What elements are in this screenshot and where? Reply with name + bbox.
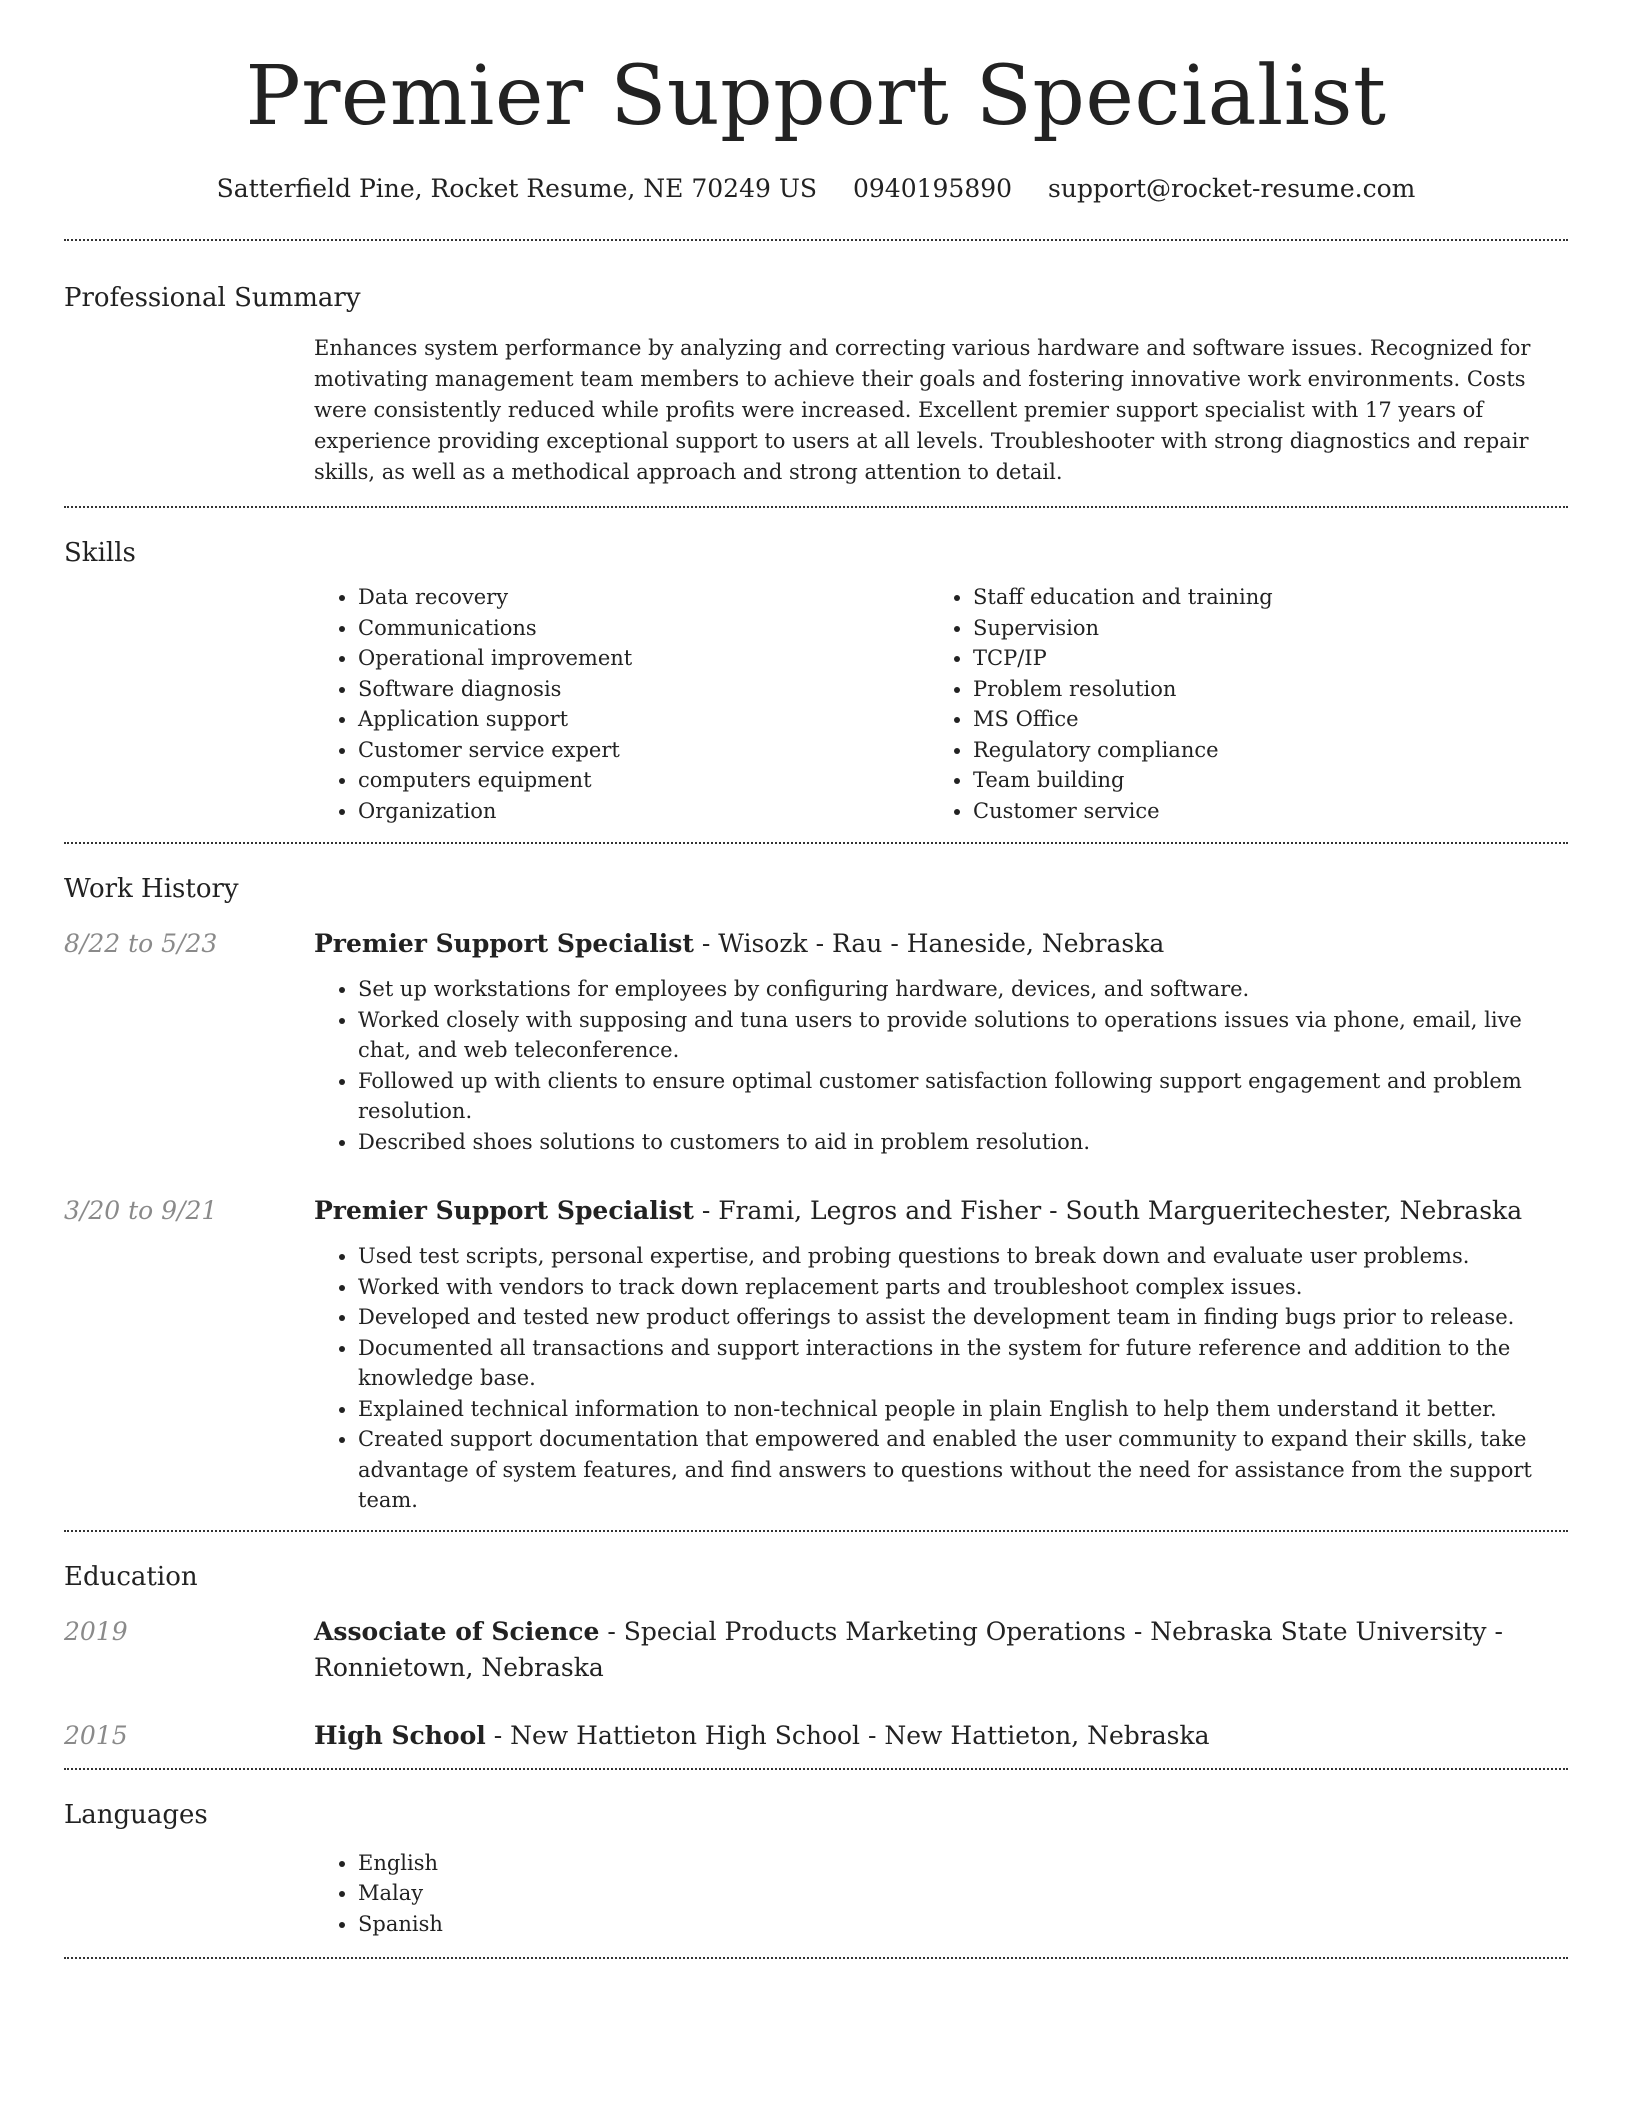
job-bullets — [314, 1241, 1568, 1516]
skill-item: • Supervision — [973, 613, 1544, 644]
work-history-section — [64, 844, 1568, 1530]
education-content — [314, 1614, 1568, 1686]
contact-address: Satterfield Pine, Rocket Resume, NE 70249 US — [216, 174, 818, 203]
education-title — [314, 1718, 1568, 1754]
job-content — [314, 1193, 1568, 1516]
education-year: 2015 — [64, 1720, 128, 1750]
skill-item: • Software diagnosis — [358, 674, 929, 705]
language-item: • Malay — [358, 1878, 1568, 1909]
education-year: 2019 — [64, 1616, 128, 1646]
education-details: - Special Products Marketing Operations - Nebraska State University - Ronnietown, Nebraska — [314, 1616, 1503, 1682]
skill-item: • Organization — [358, 796, 929, 827]
job-entry — [64, 926, 1568, 1157]
languages-section — [64, 1770, 1568, 1958]
skill-item: • MS Office — [973, 704, 1544, 735]
candidate-name: Premier Support Specialist — [245, 49, 1387, 144]
skill-item: • Data recovery — [358, 582, 929, 613]
job-title — [314, 1193, 1568, 1229]
job-dates: 3/20 to 9/21 — [64, 1196, 218, 1225]
skill-item: • Communications — [358, 613, 929, 644]
education-entry — [64, 1718, 1568, 1754]
contact-phone: 0940195890 — [853, 174, 1013, 203]
skills-list-right — [929, 582, 1544, 826]
job-details: - Wisozk - Rau - Haneside, Nebraska — [693, 929, 1165, 958]
language-item: • Spanish — [358, 1909, 1568, 1940]
skill-item: • TCP/IP — [973, 643, 1544, 674]
languages-heading: Languages — [64, 1799, 208, 1830]
skill-item: • computers equipment — [358, 765, 929, 796]
job-bullet: • Explained technical information to non-technical people in plain English to help them understand it better. — [358, 1394, 1568, 1425]
section-divider — [64, 1957, 1568, 1959]
skills-section — [64, 508, 1568, 842]
skill-item: • Customer service — [973, 796, 1544, 827]
skill-item: • Staff education and training — [973, 582, 1544, 613]
job-bullet: • Followed up with clients to ensure optimal customer satisfaction following support engagement and problem resolution. — [358, 1066, 1568, 1127]
education-title — [314, 1614, 1568, 1686]
education-degree: Associate of Science — [314, 1616, 600, 1646]
education-entry — [64, 1614, 1568, 1686]
job-bullet: • Worked closely with supposing and tuna users to provide solutions to operations issues via phone, email, live chat, and web teleconference. — [358, 1005, 1568, 1066]
job-bullet: • Created support documentation that empowered and enabled the user community to expand their skills, take advantage of system features, and find answers to questions without the need for assistance from the support team. — [358, 1424, 1568, 1516]
contact-line — [64, 174, 1568, 203]
skill-item: • Operational improvement — [358, 643, 929, 674]
language-item: • English — [358, 1848, 1568, 1879]
education-heading: Education — [64, 1561, 198, 1592]
job-bullet: • Used test scripts, personal expertise, and probing questions to break down and evaluate user problems. — [358, 1241, 1568, 1272]
job-title — [314, 926, 1568, 962]
summary-text: Enhances system performance by analyzing and correcting various hardware and software issues. Recognized for motivating management team members to achieve their goals and fostering innovative work environments. Costs were consistently reduced while profits were increased. Excellent premier support specialist with 17 years of experience providing exceptional support to users at all levels. Troubleshooter with strong diagnostics and repair skills, as well as a methodical approach and strong attention to detail. — [314, 336, 1531, 484]
education-content — [314, 1718, 1568, 1754]
education-degree: High School — [314, 1720, 486, 1750]
job-bullet: • Documented all transactions and support interactions in the system for future reference and addition to the knowledge base. — [358, 1333, 1568, 1394]
skill-item: • Regulatory compliance — [973, 735, 1544, 766]
skills-heading: Skills — [64, 538, 136, 568]
skill-item: • Team building — [973, 765, 1544, 796]
job-details: - Frami, Legros and Fisher - South Margueritechester, Nebraska — [693, 1196, 1523, 1225]
job-content — [314, 926, 1568, 1157]
skills-list-left — [314, 582, 929, 826]
job-position: Premier Support Specialist — [314, 1196, 694, 1225]
job-dates: 8/22 to 5/23 — [64, 929, 218, 958]
skills-grid — [314, 570, 1568, 842]
job-bullet: • Set up workstations for employees by configuring hardware, devices, and software. — [358, 974, 1568, 1005]
work-history-heading: Work History — [64, 874, 239, 904]
job-bullets — [314, 974, 1568, 1157]
education-section — [64, 1532, 1568, 1768]
skills-column-right — [929, 582, 1544, 826]
job-entry — [64, 1193, 1568, 1516]
summary-heading: Professional Summary — [64, 283, 361, 313]
job-bullet: • Worked with vendors to track down replacement parts and troubleshoot complex issues. — [358, 1272, 1568, 1303]
skill-item: • Problem resolution — [973, 674, 1544, 705]
summary-section — [64, 241, 1568, 488]
job-bullet: • Developed and tested new product offerings to assist the development team in finding bugs prior to release. — [358, 1302, 1568, 1333]
skills-column-left — [314, 582, 929, 826]
education-details: - New Hattieton High School - New Hattieton, Nebraska — [485, 1720, 1210, 1750]
skill-item: • Customer service expert — [358, 735, 929, 766]
contact-email: support@rocket-resume.com — [1048, 174, 1416, 203]
skill-item: • Application support — [358, 704, 929, 735]
job-position: Premier Support Specialist — [314, 929, 694, 958]
languages-list — [314, 1832, 1568, 1958]
job-bullet: • Described shoes solutions to customers to aid in problem resolution. — [358, 1127, 1568, 1158]
